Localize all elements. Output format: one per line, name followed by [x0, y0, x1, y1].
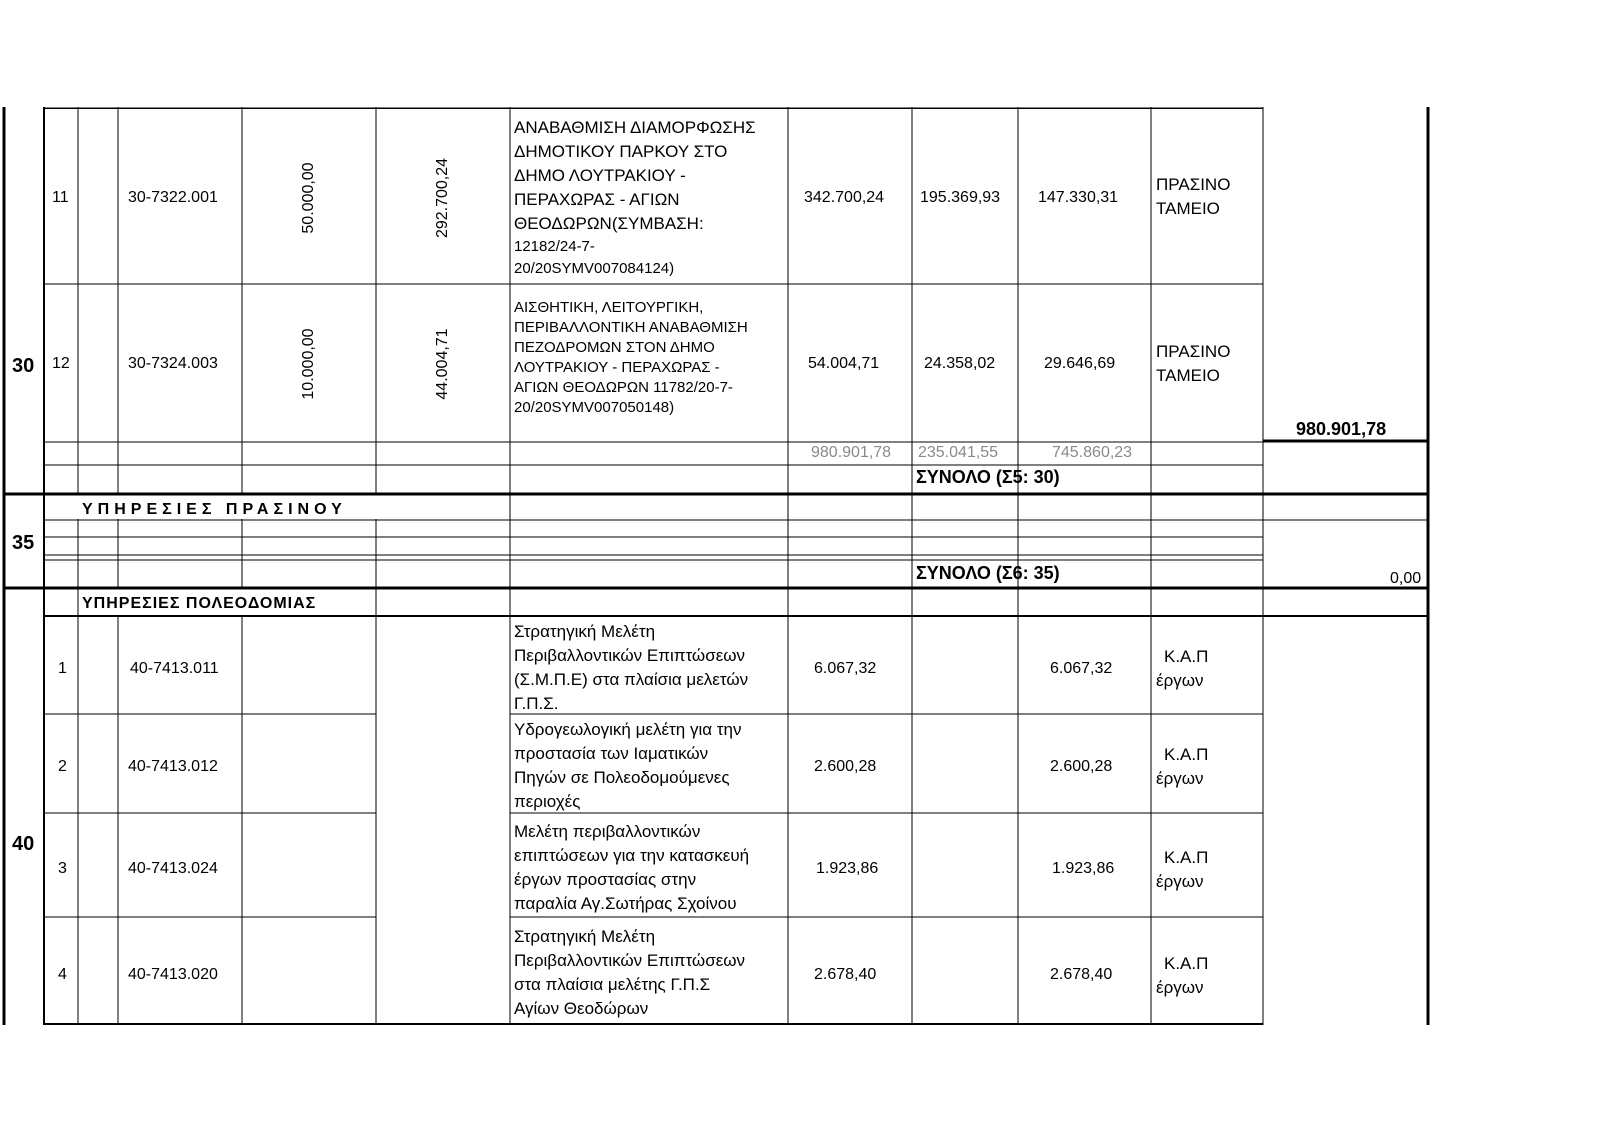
subtotal-paid: 235.041,55: [918, 444, 999, 461]
total-amount: 1.923,86: [816, 860, 879, 877]
total-amount: 2.600,28: [814, 758, 877, 775]
funding-source: ΠΡΑΣΙΝΟ ΤΑΜΕΙΟ: [1156, 342, 1231, 385]
row-number: 3: [58, 860, 67, 877]
row-number: 4: [58, 966, 67, 983]
total-amount: 54.004,71: [808, 355, 880, 372]
subtotal-total: 980.901,78: [811, 444, 892, 461]
remaining-amount: 2.600,28: [1050, 758, 1113, 775]
account-code: 40-7413.024: [128, 860, 218, 877]
total-amount: 342.700,24: [804, 189, 885, 206]
total-amount: 2.678,40: [814, 966, 877, 983]
project-description: Στρατηγική Μελέτη Περιβαλλοντικών Επιπτώσεων στα πλαίσια μελέτης Γ.Π.Σ Αγίων Θεοδώρων: [514, 927, 746, 1018]
remaining-amount: 147.330,31: [1038, 189, 1119, 206]
section-code-30: 30: [12, 355, 35, 377]
section-sum-label: ΣΥΝΟΛΟ (Σ6: 35): [916, 563, 1060, 583]
paid-amount: 24.358,02: [924, 355, 996, 372]
project-description: ΑΝΑΒΑΘΜΙΣΗ ΔΙΑΜΟΡΦΩΣΗΣ ΔΗΜΟΤΙΚΟΥ ΠΑΡΚΟΥ ΣΤΟ ΔΗΜΟ ΛΟΥΤΡΑΚΙΟΥ - ΠΕΡΑΧΩΡΑΣ - ΑΓΙΩΝ ΘΕΟΔΩΡΩΝ(ΣΥΜΒΑΣΗ: 12182/24-7- 20/20SYMV007084124): [514, 118, 756, 277]
row-number: 11: [52, 189, 69, 206]
account-code: 40-7413.011: [130, 660, 219, 677]
account-code: 40-7413.012: [128, 758, 218, 775]
account-code: 30-7324.003: [128, 355, 218, 372]
paid-amount: 195.369,93: [920, 189, 1001, 206]
row-number: 12: [52, 355, 70, 372]
remaining-amount: 6.067,32: [1050, 660, 1113, 677]
project-description: Μελέτη περιβαλλοντικών επιπτώσεων για την κατασκευή έργων προστασίας στην παραλία Αγ.Σωτήρας Σχοίνου: [514, 822, 750, 913]
account-code: 30-7322.001: [128, 189, 218, 206]
amount-col-b: 292.700,24: [434, 157, 451, 239]
row-number: 2: [58, 758, 67, 775]
subtotal-remaining: 745.860,23: [1052, 444, 1133, 461]
total-amount: 6.067,32: [814, 660, 877, 677]
row-number: 1: [58, 660, 67, 677]
remaining-amount: 2.678,40: [1050, 966, 1113, 983]
section-code-40: 40: [12, 833, 35, 855]
amount-col-a: 50.000,00: [300, 162, 317, 234]
section-code-35: 35: [12, 532, 35, 554]
funding-source: Κ.Α.Π έργων: [1156, 848, 1209, 891]
funding-source: ΠΡΑΣΙΝΟ ΤΑΜΕΙΟ: [1156, 175, 1231, 218]
project-description: ΑΙΣΘΗΤΙΚΗ, ΛΕΙΤΟΥΡΓΙΚΗ, ΠΕΡΙΒΑΛΛΟΝΤΙΚΗ ΑΝΑΒΑΘΜΙΣΗ ΠΕΖΟΔΡΟΜΩΝ ΣΤΟΝ ΔΗΜΟ ΛΟΥΤΡΑΚΙΟΥ - ΠΕΡΑΧΩΡΑΣ - ΑΓΙΩΝ ΘΕΟΔΩΡΩΝ 11782/20-7- 20/20SYMV007050148): [514, 299, 748, 416]
remaining-amount: 1.923,86: [1052, 860, 1115, 877]
funding-source: Κ.Α.Π έργων: [1156, 954, 1209, 997]
funding-source: Κ.Α.Π έργων: [1156, 745, 1209, 788]
amount-col-a: 10.000,00: [300, 328, 317, 400]
section-sum-label: ΣΥΝΟΛΟ (Σ5: 30): [916, 467, 1060, 487]
amount-col-b: 44.004,71: [434, 328, 451, 400]
section-grand-total: 0,00: [1390, 570, 1422, 587]
section-grand-total: 980.901,78: [1296, 419, 1387, 439]
remaining-amount: 29.646,69: [1044, 355, 1116, 372]
section-title: ΥΠΗΡΕΣΙΕΣ ΠΡΑΣΙΝΟΥ: [82, 501, 347, 518]
project-description: Στρατηγική Μελέτη Περιβαλλοντικών Επιπτώσεων (Σ.Μ.Π.Ε) στα πλαίσια μελετών Γ.Π.Σ.: [514, 622, 749, 713]
account-code: 40-7413.020: [128, 966, 218, 983]
project-description: Υδρογεωλογική μελέτη για την προστασία των Ιαματικών Πηγών σε Πολεοδομούμενες περιοχές: [514, 720, 742, 811]
funding-source: Κ.Α.Π έργων: [1156, 647, 1209, 690]
section-title: ΥΠΗΡΕΣΙΕΣ ΠΟΛΕΟΔΟΜΙΑΣ: [82, 595, 317, 612]
